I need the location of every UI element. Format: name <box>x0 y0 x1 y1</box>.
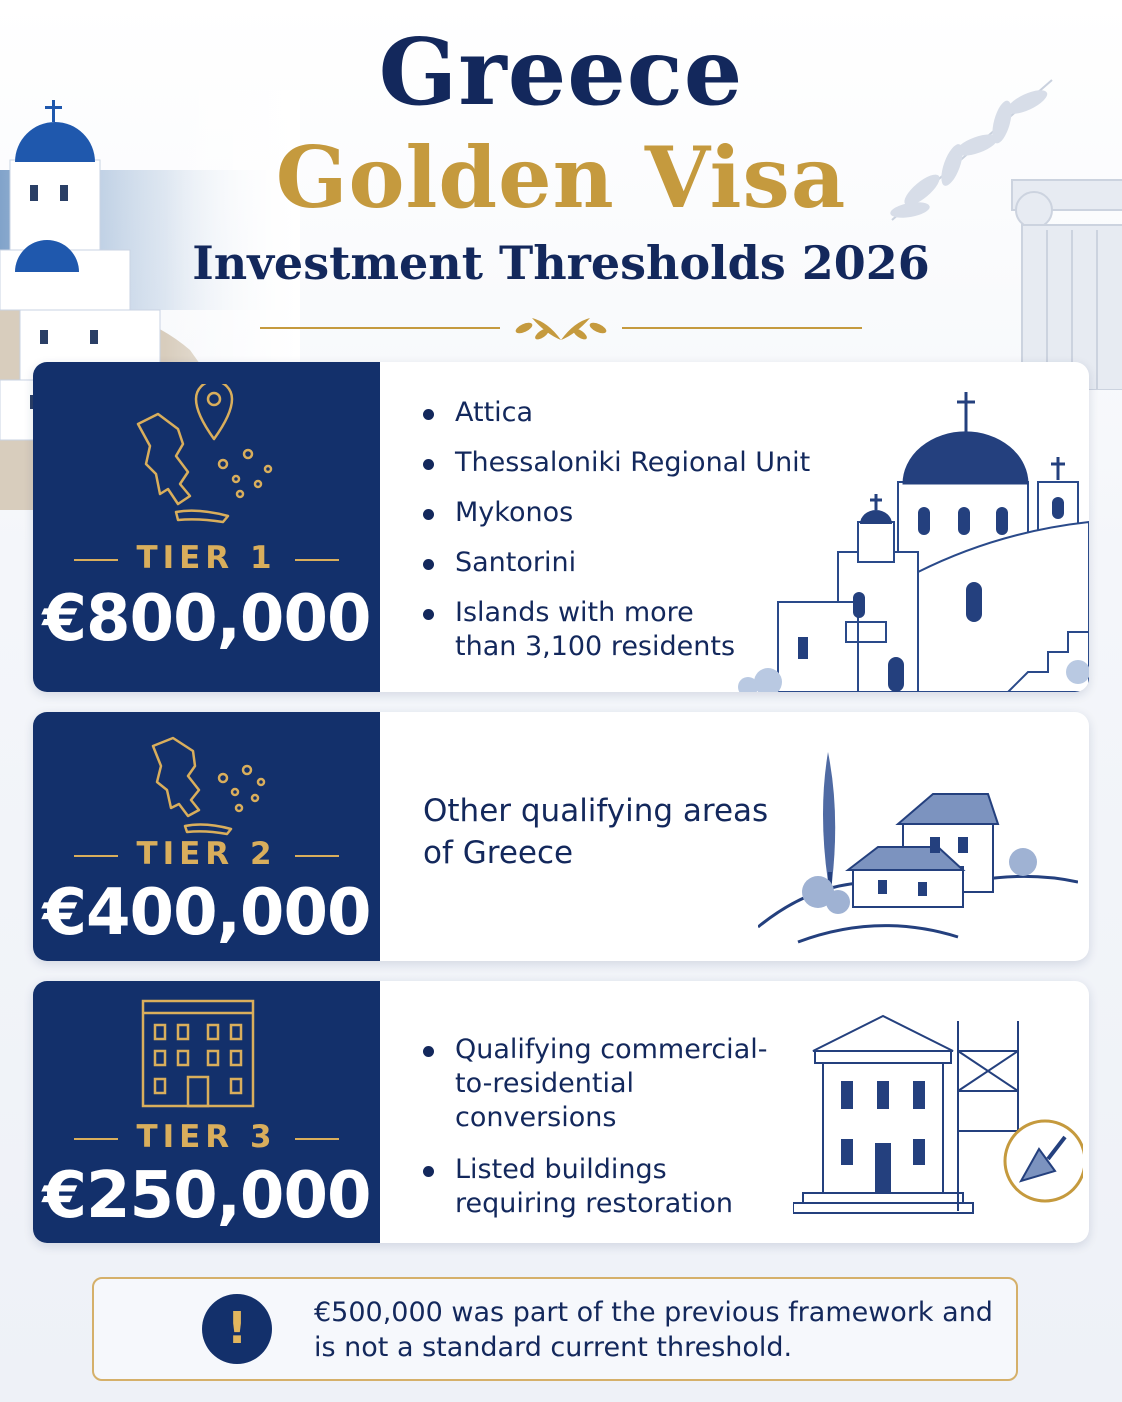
tier-3-label: TIER 3 <box>33 1119 380 1155</box>
list-item: Mykonos <box>421 496 821 530</box>
village-houses-illustration <box>758 742 1078 952</box>
list-item: Islands with more than 3,100 residents <box>421 596 745 664</box>
page-subtitle: Investment Thresholds 2026 <box>192 236 930 290</box>
tier-3-area-list <box>421 1033 781 1221</box>
tier-3-amount: €250,000 <box>42 1159 371 1233</box>
page-title: Greece <box>378 18 744 126</box>
building-icon <box>133 993 263 1111</box>
list-item: Listed buildings requiring restoration <box>421 1153 781 1221</box>
list-item: Thessaloniki Regional Unit <box>421 446 821 480</box>
tier-2-card <box>33 712 1089 961</box>
list-item: Attica <box>421 396 821 430</box>
tier-3-panel <box>33 981 380 1243</box>
laurel-icon <box>514 318 608 341</box>
laurel-divider <box>260 308 862 348</box>
tier-1-amount: €800,000 <box>42 582 371 656</box>
exclamation-icon: ! <box>202 1294 272 1364</box>
tier-1-label: TIER 1 <box>33 540 380 576</box>
tier-2-panel <box>33 712 380 961</box>
list-item: Santorini <box>421 546 821 580</box>
santorini-church-illustration <box>738 382 1089 692</box>
tier-1-card <box>33 362 1089 692</box>
list-item: Qualifying commercial-to-residential conversions <box>421 1033 781 1135</box>
tier-2-description: Other qualifying areas of Greece <box>423 793 769 871</box>
greece-map-pin-icon <box>128 384 288 534</box>
page-title-accent: Golden Visa <box>275 128 847 227</box>
framework-note <box>92 1277 1018 1381</box>
greece-map-icon <box>143 726 273 836</box>
tier-2-label: TIER 2 <box>33 836 380 872</box>
tier-3-card <box>33 981 1089 1243</box>
tier-1-panel <box>33 362 380 692</box>
note-text: €500,000 was part of the previous framework and is not a standard current threshold. <box>314 1297 993 1363</box>
tier-2-amount: €400,000 <box>42 876 371 950</box>
restoration-building-illustration <box>793 1011 1083 1221</box>
